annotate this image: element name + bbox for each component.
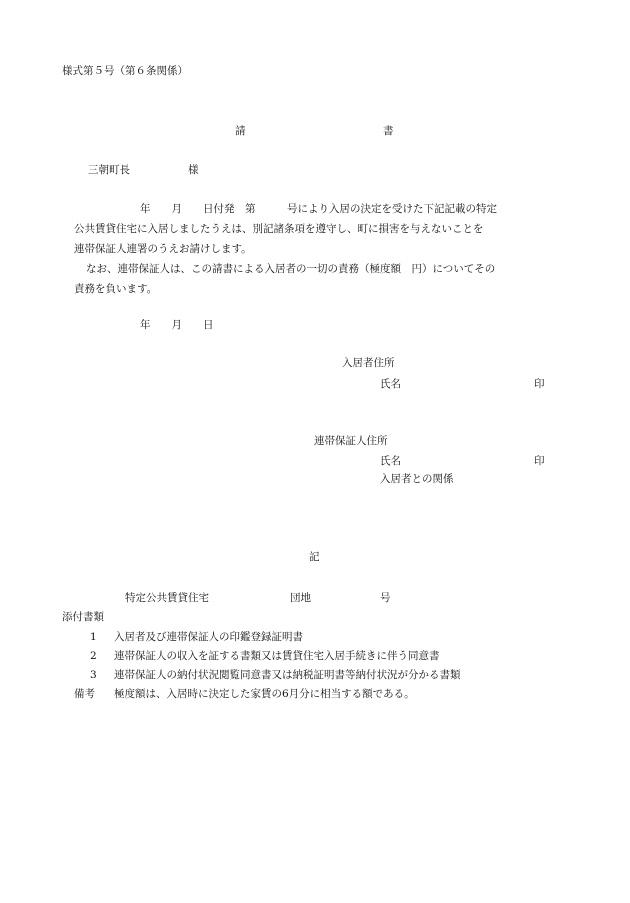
- guarantor-name-label: 氏名: [380, 455, 401, 467]
- body-line-4: なお、連帯保証人は、この請書による入居者の一切の責務（極度額 円）についてその: [86, 263, 496, 275]
- body-line-2: 公共賃貸住宅に入居しましたうえは、別記諸条項を遵守し、町に損害を与えないことを: [74, 223, 484, 235]
- attachments-heading: 添付書類: [62, 611, 104, 623]
- housing-estate-label: 団地: [290, 592, 311, 604]
- title-char-right: 書: [383, 125, 394, 137]
- attachment-item-2-num: 2: [90, 650, 97, 662]
- tenant-name-label: 氏名: [380, 378, 401, 390]
- remarks-label: 備考: [74, 688, 95, 700]
- body-line-3: 連帯保証人連署のうえお請けします。: [74, 243, 252, 255]
- body-line-5: 責務を負います。: [74, 283, 158, 295]
- body-line-1: 年 月 日付発 第 号により入居の決定を受けた下記記載の特定: [140, 203, 497, 215]
- date-line: 年 月 日: [140, 319, 214, 331]
- title-char-left: 請: [235, 125, 246, 137]
- addressee-name: 三朝町長: [88, 164, 130, 176]
- guarantor-relation-label: 入居者との関係: [380, 473, 454, 485]
- attachment-item-1-num: 1: [90, 631, 97, 643]
- guarantor-seal-mark: 印: [534, 455, 545, 467]
- addressee-honorific: 様: [188, 164, 199, 176]
- housing-number-label: 号: [380, 592, 391, 604]
- housing-label: 特定公共賃貸住宅: [125, 592, 209, 604]
- form-number-label: 様式第５号（第６条関係）: [62, 65, 188, 77]
- tenant-seal-mark: 印: [534, 378, 545, 390]
- tenant-address-label: 入居者住所: [342, 357, 395, 369]
- attachment-item-1-text: 入居者及び連帯保証人の印鑑登録証明書: [114, 631, 303, 643]
- attachment-item-3-num: 3: [90, 669, 97, 681]
- attachment-item-3-text: 連帯保証人の納付状況閲覧同意書又は納税証明書等納付状況が分かる書類: [114, 669, 461, 681]
- attachment-item-2-text: 連帯保証人の収入を証する書類又は賃貸住宅入居手続きに伴う同意書: [114, 650, 440, 662]
- notes-heading: 記: [309, 551, 320, 563]
- remarks-text: 極度額は、入居時に決定した家賃の6月分に相当する額である。: [114, 688, 415, 700]
- guarantor-address-label: 連帯保証人住所: [314, 435, 388, 447]
